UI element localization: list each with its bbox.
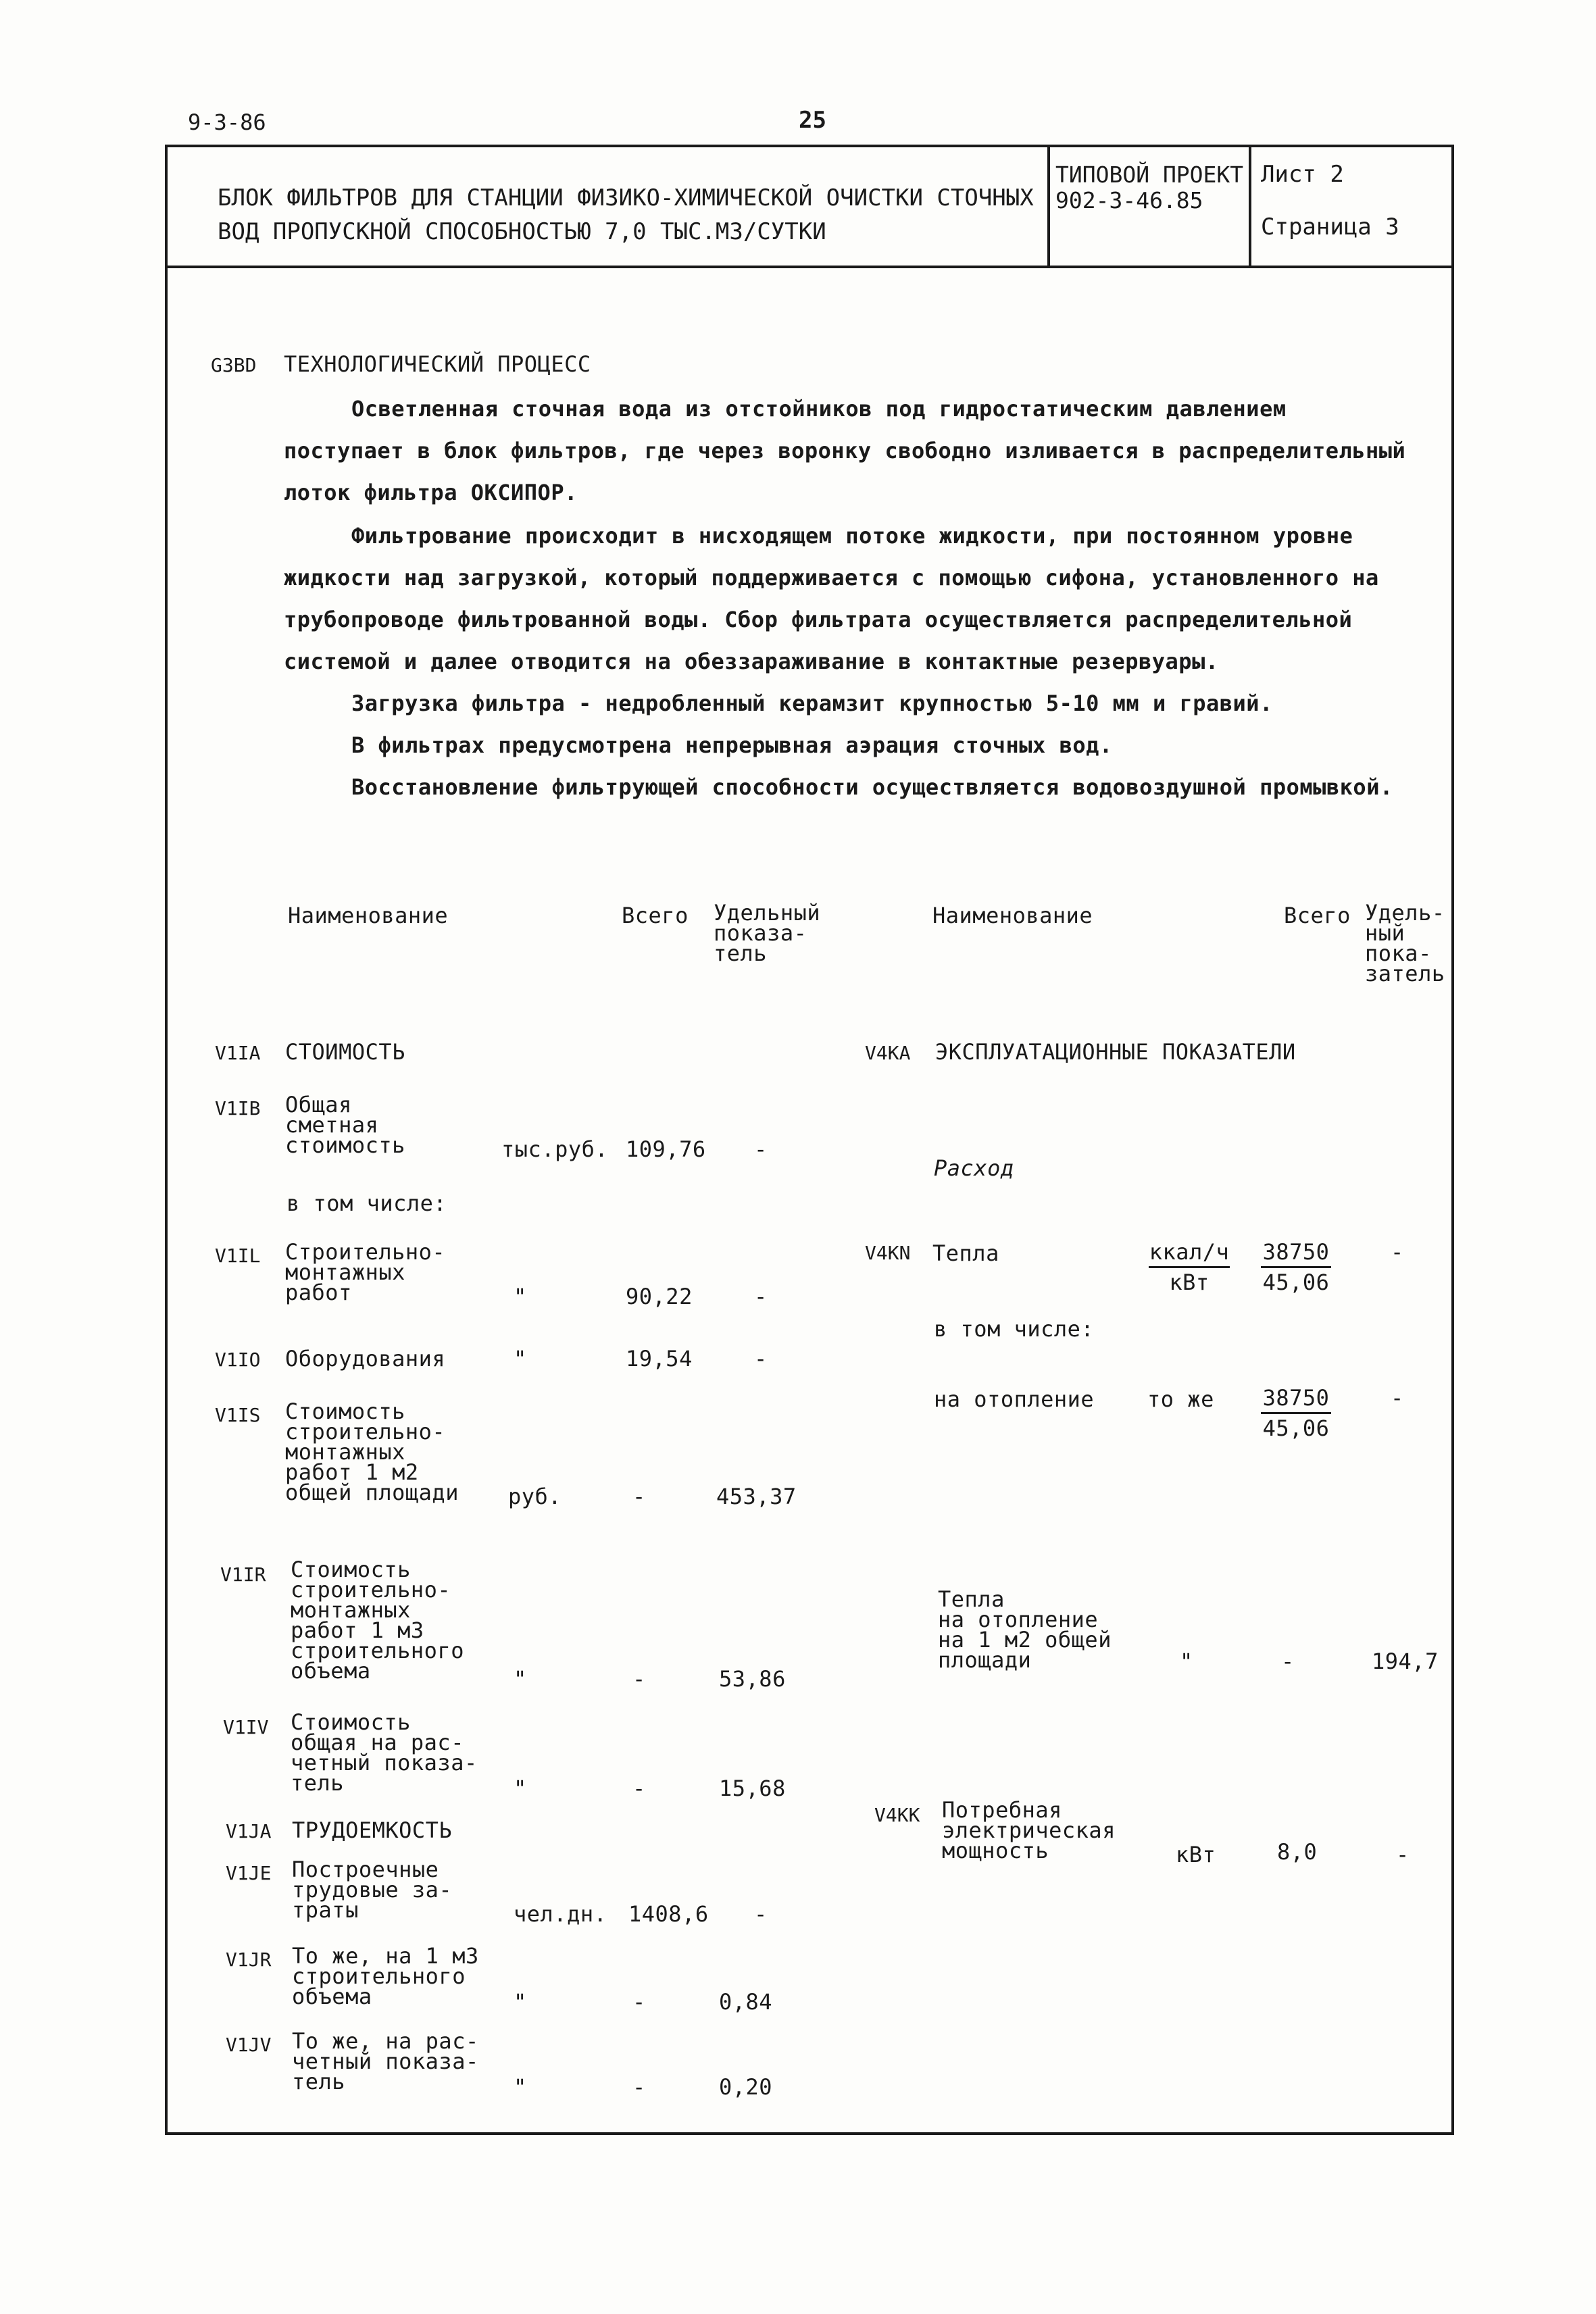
row-code: V1IO <box>215 1349 261 1371</box>
page-number: 25 <box>799 107 826 134</box>
row-total <box>1261 1385 1331 1441</box>
row-name: Тепла на отопление на 1 м2 общей площади <box>938 1586 1112 1673</box>
section-heading: ТЕХНОЛОГИЧЕСКИЙ ПРОЦЕСС <box>284 351 591 377</box>
paragraph-line: жидкости над загрузкой, который поддерживается с помощью сифона, установленного на <box>284 565 1379 590</box>
row-specific: 15,68 <box>719 1776 786 1801</box>
row-total: 19,54 <box>626 1346 693 1372</box>
row-specific: - <box>754 1136 768 1162</box>
row-name: Строительно- монтажных работ <box>285 1239 446 1305</box>
row-name: Оборудования <box>285 1346 446 1372</box>
total-denominator: 45,06 <box>1262 1269 1330 1295</box>
row-name: Стоимость строительно- монтажных работ 1 м2 общей площади <box>285 1399 459 1505</box>
paragraph-line: лоток фильтра ОКСИПОР. <box>284 480 578 505</box>
title-line: ВОД ПРОПУСКНОЙ СПОСОБНОСТЬЮ 7,0 ТЫС.М3/СУТКИ <box>218 218 826 245</box>
row-code: V1IV <box>223 1716 269 1738</box>
group-heading: ТРУДОЕМКОСТЬ <box>292 1817 453 1843</box>
row-specific: 53,86 <box>719 1666 786 1692</box>
column-header-name: Наименование <box>932 903 1093 928</box>
section-code: G3BD <box>211 354 257 376</box>
project-id <box>1055 162 1243 213</box>
row-code: V4KK <box>874 1804 920 1826</box>
row-name: Тепла <box>932 1240 999 1266</box>
row-name: То же, на рас- четный показа- тель <box>292 2028 479 2094</box>
row-total: - <box>1281 1649 1295 1674</box>
row-unit: " <box>514 1666 527 1692</box>
column-header-name: Наименование <box>288 903 449 928</box>
row-code: V1JV <box>226 2034 272 2056</box>
column-header-specific: Удельный показа- тель <box>714 900 821 966</box>
project-label: ТИПОВОЙ ПРОЕКТ <box>1055 161 1244 188</box>
column-header-total: Всего <box>622 903 689 928</box>
row-name: То же, на 1 м3 строительного объема <box>292 1943 479 2009</box>
row-unit <box>1149 1239 1230 1295</box>
row-unit: " <box>514 1346 527 1372</box>
group-heading: ЭКСПЛУАТАЦИОННЫЕ ПОКАЗАТЕЛИ <box>935 1039 1296 1065</box>
row-specific: - <box>1391 1239 1404 1265</box>
row-code: V1JE <box>226 1862 272 1884</box>
row-specific: - <box>1396 1842 1410 1867</box>
row-total: 109,76 <box>626 1136 706 1162</box>
row-name: Стоимость общая на рас- четный показа- тель <box>291 1709 478 1796</box>
row-total <box>1261 1239 1331 1295</box>
subheading: в том числе: <box>934 1316 1095 1342</box>
paragraph-line: Восстановление фильтрующей способности осуществляется водовоздушной промывкой. <box>351 774 1393 800</box>
row-unit: тыс.руб. <box>501 1136 609 1162</box>
row-specific: - <box>754 1346 768 1372</box>
unit-numerator: ккал/ч <box>1149 1239 1230 1268</box>
row-total: 8,0 <box>1277 1839 1318 1865</box>
row-specific: - <box>754 1901 768 1927</box>
row-code: V4KA <box>865 1042 911 1064</box>
row-specific: - <box>754 1284 768 1309</box>
row-code: V1IB <box>215 1097 261 1120</box>
row-unit: " <box>1180 1649 1193 1674</box>
paragraph-line: Осветленная сточная вода из отстойников под гидростатическим давлением <box>351 396 1287 422</box>
header-divider <box>1249 145 1251 268</box>
title-line: БЛОК ФИЛЬТРОВ ДЛЯ СТАНЦИИ ФИЗИКО-ХИМИЧЕСКОЙ ОЧИСТКИ СТОЧНЫХ <box>218 184 1034 211</box>
total-numerator: 38750 <box>1261 1239 1331 1268</box>
unit-denominator: кВт <box>1169 1269 1210 1295</box>
row-name: на отопление <box>934 1386 1095 1412</box>
paragraph-line: Фильтрование происходит в нисходящем потоке жидкости, при постоянном уровне <box>351 523 1353 549</box>
subheading: Расход <box>934 1155 1014 1181</box>
row-code: V1IL <box>215 1244 261 1267</box>
row-specific: 0,84 <box>719 1989 773 2015</box>
row-name: Общая сметная стоимость <box>285 1092 405 1158</box>
sheet-page: Страница 3 <box>1261 213 1399 241</box>
paragraph-line: Загрузка фильтра - недробленный керамзит крупностью 5-10 мм и гравий. <box>351 690 1273 716</box>
row-unit: кВт <box>1176 1842 1216 1867</box>
row-specific: 453,37 <box>716 1484 797 1509</box>
paragraph-line: трубопроводе фильтрованной воды. Сбор фильтрата осуществляется распределительной <box>284 607 1353 632</box>
row-name: Построечные трудовые за- траты <box>292 1857 453 1923</box>
row-total: - <box>632 2074 646 2100</box>
row-total: - <box>632 1484 646 1509</box>
subheading: в том числе: <box>286 1190 447 1216</box>
row-unit: " <box>514 1776 527 1801</box>
row-unit: " <box>514 1989 527 2015</box>
row-specific: 0,20 <box>719 2074 773 2100</box>
row-code: V1IA <box>215 1042 261 1064</box>
row-specific: 194,7 <box>1372 1649 1439 1674</box>
row-total: - <box>632 1776 646 1801</box>
row-unit: " <box>514 2074 527 2100</box>
paragraph-line: В фильтрах предусмотрена непрерывная аэрация сточных вод. <box>351 732 1113 758</box>
paragraph-line: системой и далее отводится на обеззараживание в контактные резервуары. <box>284 649 1219 674</box>
column-header-total: Всего <box>1284 903 1351 928</box>
row-code: V4KN <box>865 1242 911 1264</box>
row-code: V1JA <box>226 1820 272 1842</box>
row-code: V1JR <box>226 1948 272 1971</box>
row-unit: чел.дн. <box>514 1901 607 1927</box>
group-heading: СТОИМОСТЬ <box>285 1039 405 1065</box>
row-total: 90,22 <box>626 1284 693 1309</box>
row-unit: " <box>514 1284 527 1309</box>
document-code: 9-3-86 <box>188 109 266 135</box>
row-name: Стоимость строительно- монтажных работ 1 м3 строительного объема <box>291 1557 464 1684</box>
project-number: 902-3-46.85 <box>1055 187 1203 213</box>
row-total: - <box>632 1989 646 2015</box>
column-header-specific: Удель- ный пока- затель <box>1365 900 1445 986</box>
row-total: 1408,6 <box>628 1901 709 1927</box>
header-divider <box>1047 145 1050 268</box>
row-name: Потребная электрическая мощность <box>942 1797 1116 1863</box>
document-title <box>218 181 1034 249</box>
row-unit: то же <box>1147 1386 1214 1412</box>
row-specific: - <box>1391 1385 1404 1411</box>
total-denominator: 45,06 <box>1262 1415 1330 1441</box>
paragraph-line: поступает в блок фильтров, где через воронку свободно изливается в распределительный <box>284 438 1406 463</box>
row-total: - <box>632 1666 646 1692</box>
header-divider <box>165 266 1454 268</box>
row-code: V1IS <box>215 1404 261 1426</box>
row-code: V1IR <box>220 1563 266 1586</box>
total-numerator: 38750 <box>1261 1385 1331 1414</box>
row-unit: руб. <box>508 1484 562 1509</box>
sheet-number: Лист 2 <box>1261 161 1344 188</box>
